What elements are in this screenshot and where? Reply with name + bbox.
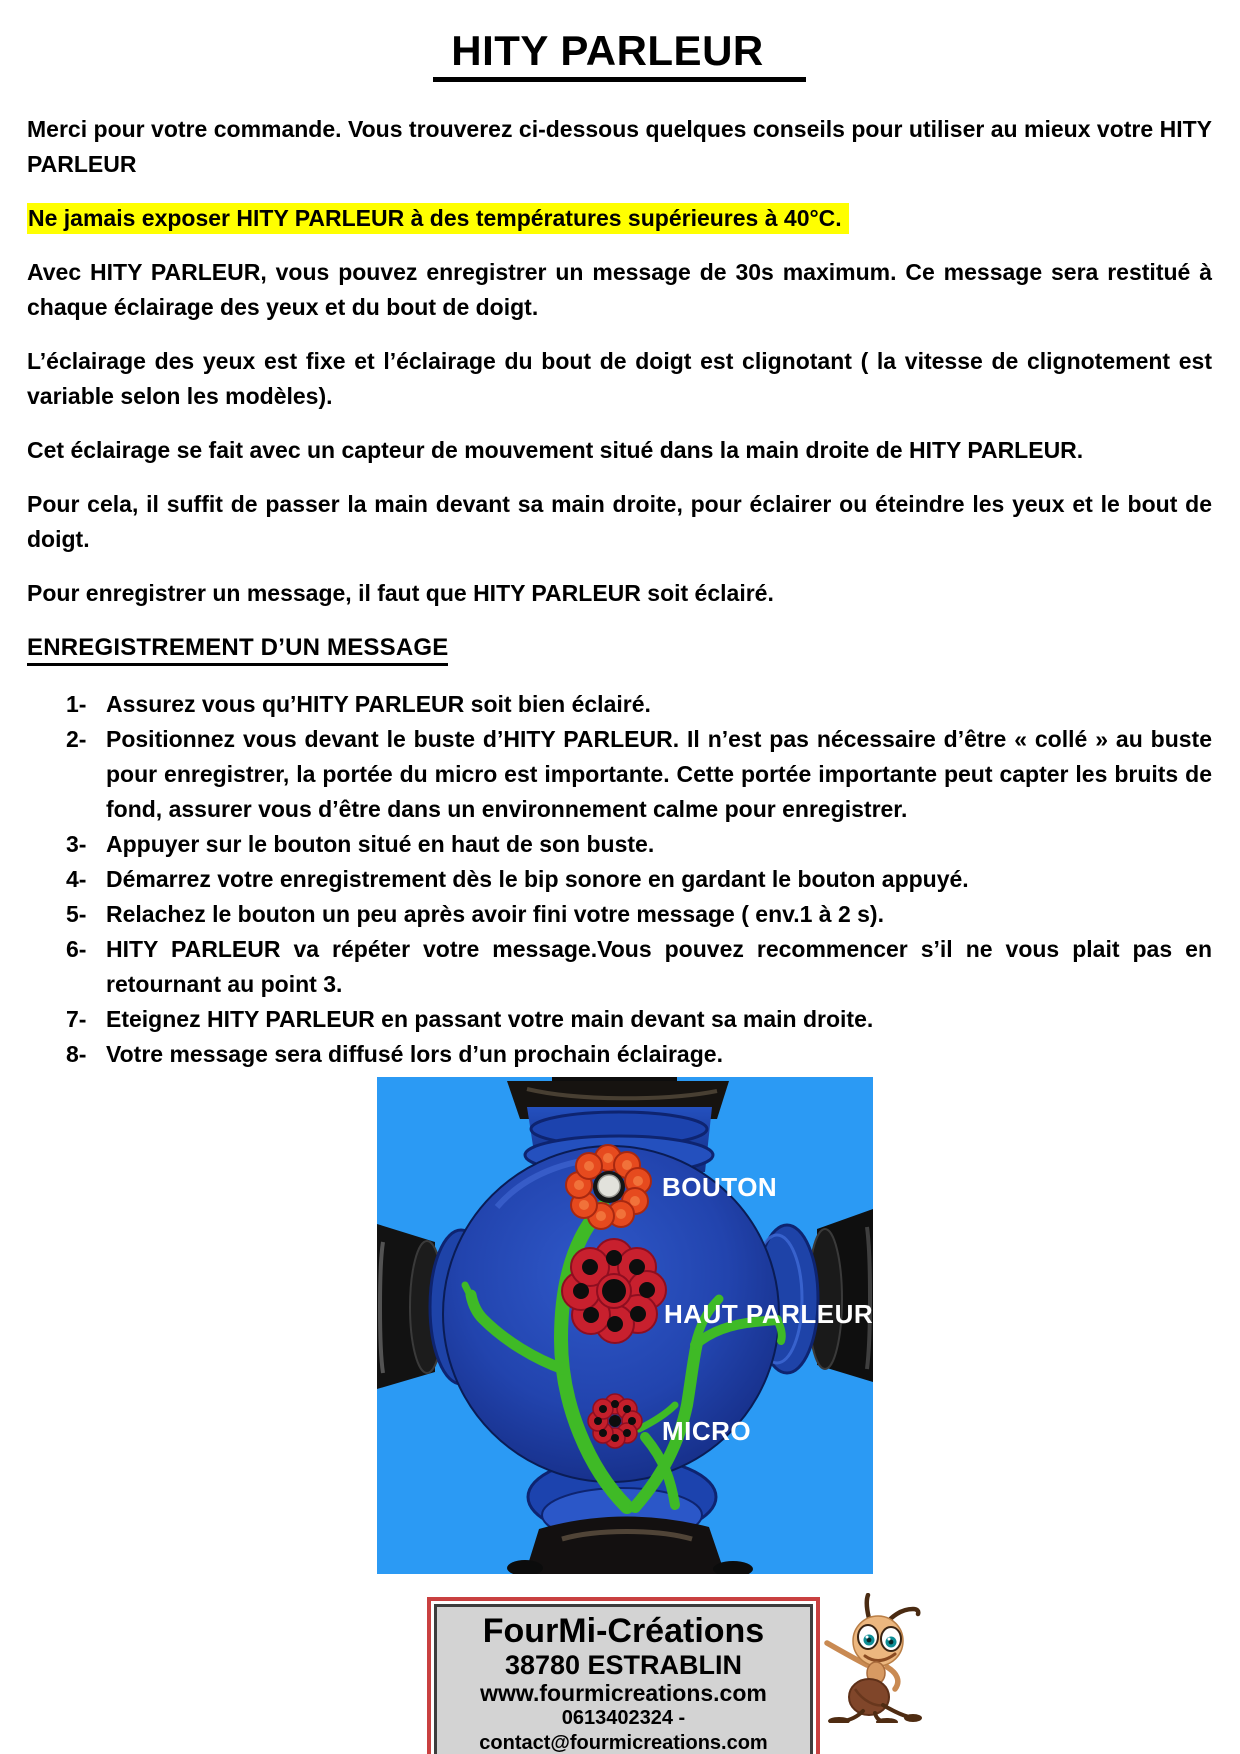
micro-flower bbox=[588, 1394, 642, 1448]
label-haut-parleur: HAUT PARLEUR bbox=[664, 1299, 873, 1329]
product-photo-figure bbox=[377, 1077, 873, 1574]
step-row-3 bbox=[27, 827, 1212, 862]
footer-box bbox=[427, 1597, 820, 1754]
step-row-2 bbox=[27, 722, 1212, 827]
steps-list bbox=[27, 687, 1212, 1072]
footer-panel bbox=[434, 1604, 813, 1754]
step-row-5 bbox=[27, 897, 1212, 932]
paragraph-sensor: Cet éclairage se fait avec un capteur de mouvement situé dans la main droite de HITY PARLEUR. bbox=[27, 437, 1084, 463]
step-text: Assurez vous qu’HITY PARLEUR soit bien éclairé. bbox=[106, 691, 651, 717]
step-number: 7- bbox=[66, 1006, 87, 1032]
step-number: 6- bbox=[66, 936, 87, 962]
step-number: 2- bbox=[66, 726, 87, 752]
label-micro: MICRO bbox=[662, 1416, 752, 1446]
paragraph-hand: Pour cela, il suffit de passer la main devant sa main droite, pour éclairer ou éteindre les yeux et le bout de doigt. bbox=[27, 491, 1212, 552]
footer-website: www.fourmicreations.com bbox=[480, 1680, 767, 1706]
step-row-1 bbox=[27, 687, 1212, 722]
page-title-text: HITY PARLEUR bbox=[433, 28, 805, 82]
paragraph-recording: Avec HITY PARLEUR, vous pouvez enregistrer un message de 30s maximum. Ce message sera restitué à chaque éclairage des yeux et du bout de doigt. bbox=[27, 259, 1212, 320]
step-text: Eteignez HITY PARLEUR en passant votre main devant sa main droite. bbox=[106, 1006, 874, 1032]
record-button bbox=[598, 1175, 620, 1197]
page-title bbox=[27, 28, 1212, 82]
footer bbox=[427, 1597, 820, 1754]
section-heading bbox=[27, 630, 1212, 665]
footer-address: 38780 ESTRABLIN bbox=[504, 1650, 743, 1680]
step-row-7 bbox=[27, 1002, 1212, 1037]
step-row-4 bbox=[27, 862, 1212, 897]
step-number: 1- bbox=[66, 691, 87, 717]
step-number: 8- bbox=[66, 1041, 87, 1067]
step-row-8 bbox=[27, 1037, 1212, 1072]
step-number: 3- bbox=[66, 831, 87, 857]
step-text: Démarrez votre enregistrement dès le bip sonore en gardant le bouton appuyé. bbox=[106, 866, 969, 892]
section-heading-text: ENREGISTREMENT D’UN MESSAGE bbox=[27, 634, 448, 666]
step-text: Relachez le bouton un peu après avoir fini votre message ( env.1 à 2 s). bbox=[106, 901, 884, 927]
footer-company: FourMi-Créations bbox=[482, 1612, 765, 1650]
ant-mascot-illustration bbox=[823, 1593, 927, 1723]
footer-contact: 0613402324 - contact@fourmicreations.com bbox=[479, 1707, 768, 1754]
warning-highlight: Ne jamais exposer HITY PARLEUR à des températures supérieures à 40°C. bbox=[27, 203, 849, 234]
warning-line bbox=[27, 201, 1212, 236]
step-text: Positionnez vous devant le buste d’HITY PARLEUR. Il n’est pas nécessaire d’être « collé » au buste pour enregistrer, la portée du micro est importante. Cette portée importante peut capter les bruits de fond, assurer vous d’être dans un environnement calme pour enregistrer. bbox=[106, 726, 1212, 822]
step-row-6 bbox=[27, 932, 1212, 1002]
step-text: Votre message sera diffusé lors d’un prochain éclairage. bbox=[106, 1041, 723, 1067]
step-text: Appuyer sur le bouton situé en haut de son buste. bbox=[106, 831, 655, 857]
step-text: HITY PARLEUR va répéter votre message.Vous pouvez recommencer s’il ne vous plait pas en retournant au point 3. bbox=[106, 936, 1212, 997]
label-bouton: BOUTON bbox=[662, 1172, 778, 1202]
paragraph-intro: Merci pour votre commande. Vous trouverez ci-dessous quelques conseils pour utiliser au mieux votre HITY PARLEUR bbox=[27, 116, 1212, 177]
product-photo bbox=[377, 1077, 873, 1574]
speaker-flower bbox=[562, 1239, 666, 1343]
step-number: 4- bbox=[66, 866, 87, 892]
ant-head bbox=[853, 1616, 903, 1666]
paragraph-lighting: L’éclairage des yeux est fixe et l’éclairage du bout de doigt est clignotant ( la vitesse de clignotement est variable selon les modèles). bbox=[27, 348, 1212, 409]
step-number: 5- bbox=[66, 901, 87, 927]
paragraph-condition: Pour enregistrer un message, il faut que HITY PARLEUR soit éclairé. bbox=[27, 580, 774, 606]
